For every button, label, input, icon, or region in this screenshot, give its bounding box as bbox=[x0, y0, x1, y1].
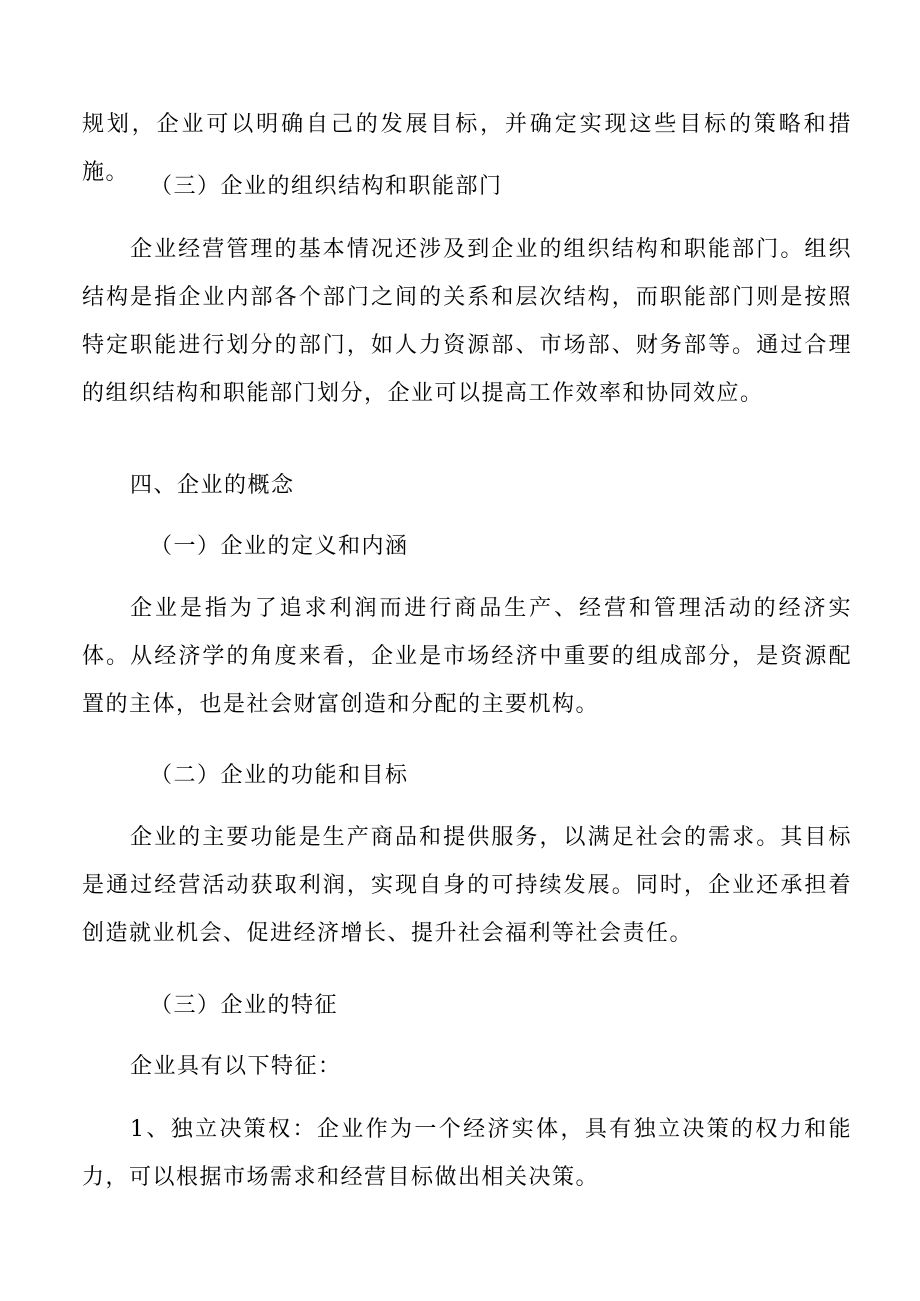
heading-function-goals: （二）企业的功能和目标 bbox=[150, 763, 409, 788]
paragraph-function-goals: 企业的主要功能是生产商品和提供服务，以满足社会的需求。其目标是通过经营活动获取利润，实现自身的可持续发展。同时，企业还承担着创造就业机会、促进经济增长、提升社会福利等社会责任。 bbox=[82, 825, 852, 946]
heading-definition: （一）企业的定义和内涵 bbox=[150, 534, 409, 559]
paragraph-planning-continued: 规划，企业可以明确自己的发展目标，并确定实现这些目标的策略和措施。 bbox=[82, 112, 852, 185]
heading-features: （三）企业的特征 bbox=[150, 993, 339, 1018]
paragraph-features-intro: 企业具有以下特征： bbox=[130, 1054, 342, 1079]
heading-org-structure: （三）企业的组织结构和职能部门 bbox=[150, 174, 503, 199]
paragraph-feature-1: 1、独立决策权：企业作为一个经济实体，具有独立决策的权力和能力，可以根据市场需求和经营目标做出相关决策。 bbox=[82, 1117, 852, 1190]
paragraph-org-structure: 企业经营管理的基本情况还涉及到企业的组织结构和职能部门。组织结构是指企业内部各个部门之间的关系和层次结构，而职能部门则是按照特定职能进行划分的部门，如人力资源部、市场部、财务部等。通过合理的组织结构和职能部门划分，企业可以提高工作效率和协同效应。 bbox=[82, 237, 852, 406]
heading-enterprise-concept: 四、企业的概念 bbox=[130, 473, 295, 498]
paragraph-definition: 企业是指为了追求利润而进行商品生产、经营和管理活动的经济实体。从经济学的角度来看，企业是市场经济中重要的组成部分，是资源配置的主体，也是社会财富创造和分配的主要机构。 bbox=[82, 596, 852, 717]
